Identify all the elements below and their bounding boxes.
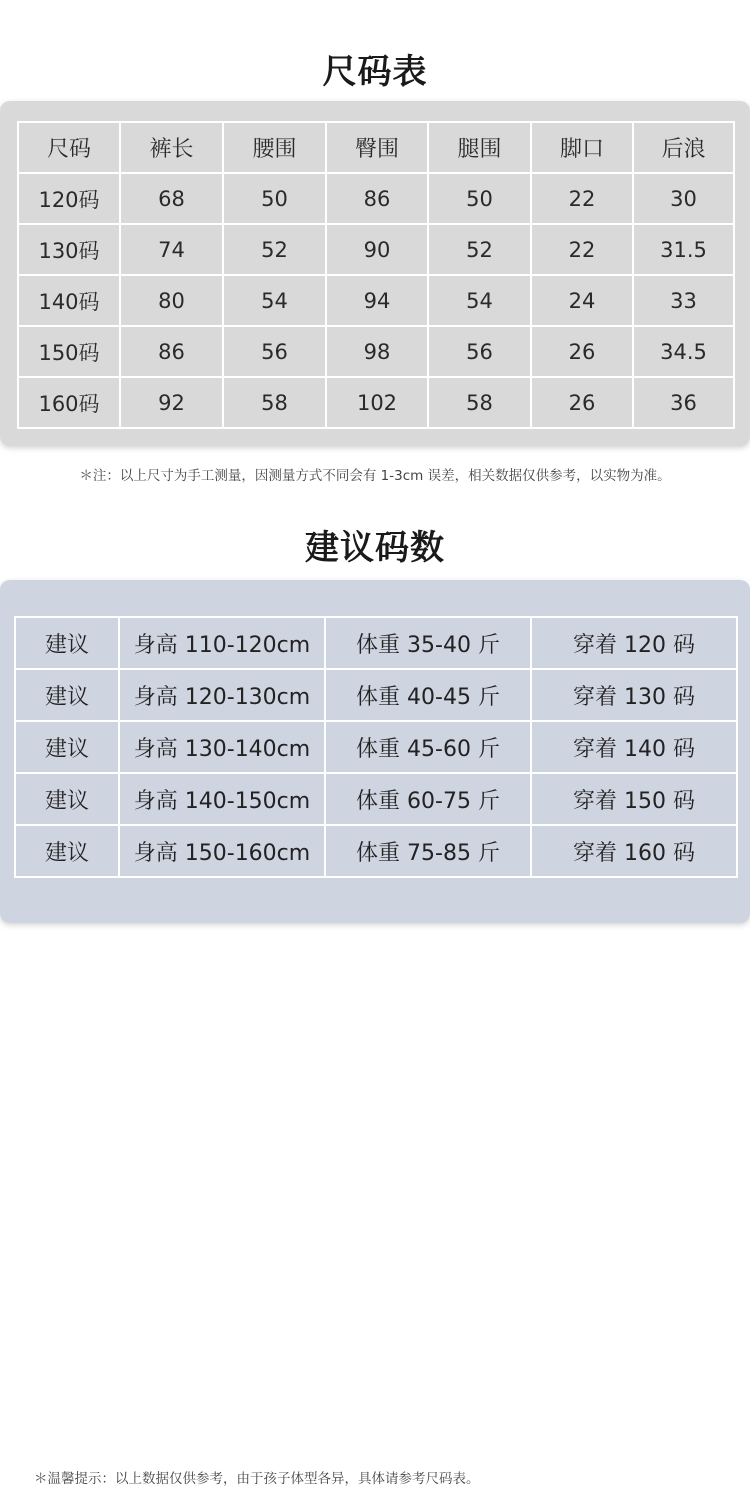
table-row xyxy=(18,275,734,326)
size-chart-cell: 50 xyxy=(223,173,326,224)
size-chart-cell: 50 xyxy=(428,173,531,224)
size-chart-cell: 52 xyxy=(428,224,531,275)
recommend-panel xyxy=(0,580,750,1487)
size-chart-cell: 90 xyxy=(326,224,428,275)
recommend-cell: 身高 150-160cm xyxy=(119,825,325,877)
size-chart-cell: 120码 xyxy=(18,173,120,224)
size-chart-cell: 74 xyxy=(120,224,223,275)
size-chart-cell: 24 xyxy=(531,275,633,326)
recommend-cell: 身高 140-150cm xyxy=(119,773,325,825)
recommend-cell: 身高 120-130cm xyxy=(119,669,325,721)
recommend-cell: 建议 xyxy=(15,617,119,669)
recommend-cell: 建议 xyxy=(15,669,119,721)
size-chart-cell: 68 xyxy=(120,173,223,224)
table-row xyxy=(18,224,734,275)
size-chart-cell: 34.5 xyxy=(633,326,734,377)
recommend-title: 建议码数 xyxy=(305,528,445,568)
recommend-cell: 建议 xyxy=(15,773,119,825)
size-chart-header-cell: 腰围 xyxy=(223,122,326,173)
size-chart-cell: 22 xyxy=(531,224,633,275)
size-chart-header-cell: 脚口 xyxy=(531,122,633,173)
table-row xyxy=(18,377,734,428)
size-chart-cell: 160码 xyxy=(18,377,120,428)
size-chart-header-row xyxy=(18,122,734,173)
size-chart-cell: 26 xyxy=(531,326,633,377)
size-chart-cell: 102 xyxy=(326,377,428,428)
size-chart-cell: 130码 xyxy=(18,224,120,275)
size-chart-title: 尺码表 xyxy=(322,52,428,92)
size-chart-table xyxy=(17,121,735,429)
recommend-cell: 穿着 150 码 xyxy=(531,773,737,825)
size-chart-cell: 58 xyxy=(428,377,531,428)
size-chart-header-cell: 腿围 xyxy=(428,122,531,173)
recommend-cell: 建议 xyxy=(15,721,119,773)
recommend-cell: 穿着 120 码 xyxy=(531,617,737,669)
size-chart-cell: 86 xyxy=(326,173,428,224)
size-chart-cell: 150码 xyxy=(18,326,120,377)
recommend-cell: 体重 40-45 斤 xyxy=(325,669,531,721)
size-chart-cell: 54 xyxy=(428,275,531,326)
recommend-cell: 体重 75-85 斤 xyxy=(325,825,531,877)
size-chart-cell: 58 xyxy=(223,377,326,428)
size-chart-cell: 54 xyxy=(223,275,326,326)
size-chart-cell: 33 xyxy=(633,275,734,326)
size-chart-cell: 56 xyxy=(428,326,531,377)
table-row xyxy=(18,173,734,224)
size-chart-cell: 36 xyxy=(633,377,734,428)
size-chart-cell: 92 xyxy=(120,377,223,428)
table-row xyxy=(15,773,737,825)
size-chart-note: ＊注：以上尺寸为手工测量，因测量方式不同会有 1-3cm 误差，相关数据仅供参考，以实物为准。 xyxy=(79,468,671,484)
size-chart-cell: 98 xyxy=(326,326,428,377)
table-row xyxy=(15,669,737,721)
table-row xyxy=(18,326,734,377)
size-chart-cell: 94 xyxy=(326,275,428,326)
recommend-cell: 穿着 140 码 xyxy=(531,721,737,773)
recommend-cell: 身高 110-120cm xyxy=(119,617,325,669)
recommend-note: ＊温馨提示：以上数据仅供参考，由于孩子体型各异，具体请参考尺码表。 xyxy=(34,1471,480,1487)
recommend-cell: 穿着 160 码 xyxy=(531,825,737,877)
table-row xyxy=(15,825,737,877)
recommend-table xyxy=(14,616,738,878)
size-chart-header-cell: 臀围 xyxy=(326,122,428,173)
size-chart-header-cell: 尺码 xyxy=(18,122,120,173)
size-chart-cell: 80 xyxy=(120,275,223,326)
table-row xyxy=(15,721,737,773)
recommend-cell: 身高 130-140cm xyxy=(119,721,325,773)
size-chart-cell: 30 xyxy=(633,173,734,224)
size-chart-panel xyxy=(0,101,750,446)
size-chart-cell: 86 xyxy=(120,326,223,377)
recommend-cell: 穿着 130 码 xyxy=(531,669,737,721)
size-chart-cell: 52 xyxy=(223,224,326,275)
table-row xyxy=(15,617,737,669)
recommend-cell: 体重 35-40 斤 xyxy=(325,617,531,669)
size-chart-cell: 26 xyxy=(531,377,633,428)
recommend-cell: 体重 60-75 斤 xyxy=(325,773,531,825)
size-chart-cell: 56 xyxy=(223,326,326,377)
size-chart-cell: 140码 xyxy=(18,275,120,326)
recommend-cell: 建议 xyxy=(15,825,119,877)
size-chart-cell: 31.5 xyxy=(633,224,734,275)
size-chart-cell: 22 xyxy=(531,173,633,224)
size-chart-header-cell: 裤长 xyxy=(120,122,223,173)
size-chart-header-cell: 后浪 xyxy=(633,122,734,173)
recommend-cell: 体重 45-60 斤 xyxy=(325,721,531,773)
